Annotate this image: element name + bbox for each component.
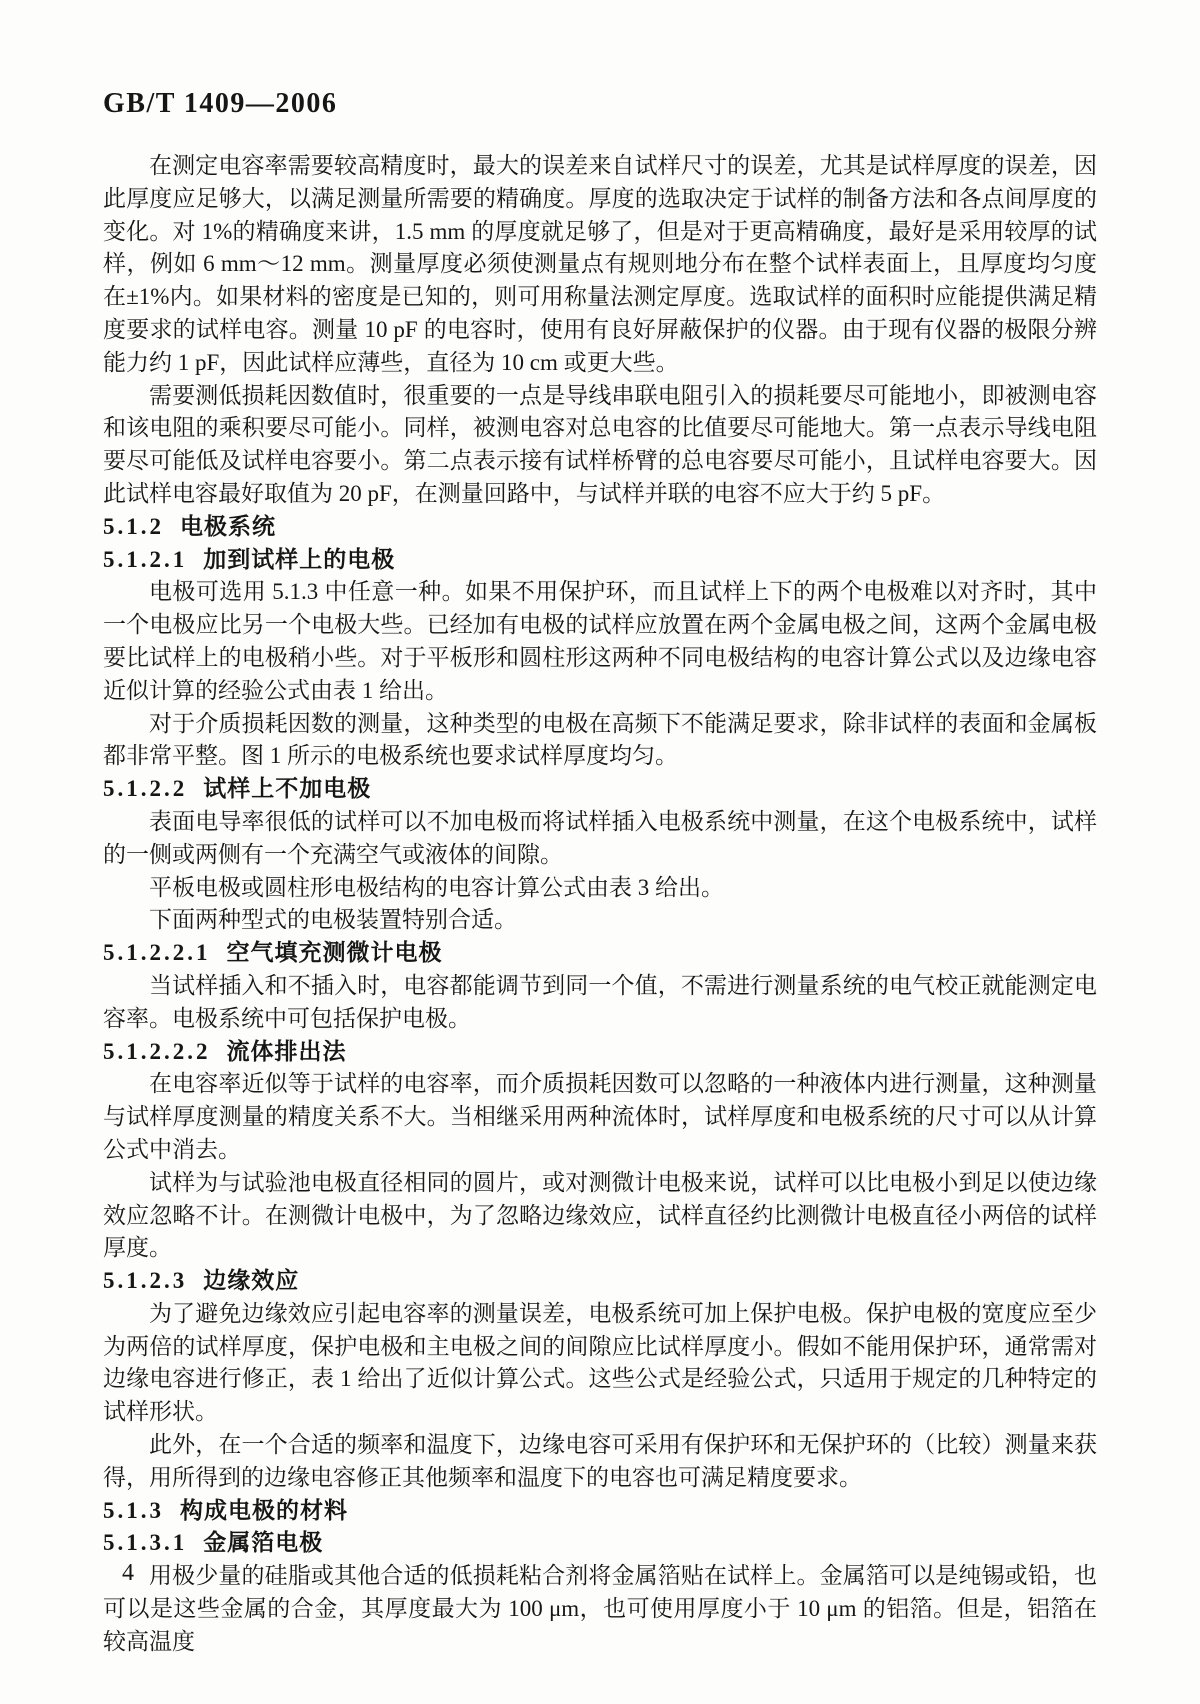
section-number: 5.1.3.1 — [103, 1530, 188, 1556]
section-title: 边缘效应 — [203, 1268, 300, 1294]
section-heading — [103, 937, 1097, 970]
section-title: 空气填充测微计电极 — [226, 940, 443, 966]
section-heading — [103, 544, 1097, 577]
section-title: 构成电极的材料 — [180, 1497, 348, 1523]
section-title: 流体排出法 — [226, 1038, 347, 1064]
section-title: 试样上不加电极 — [203, 776, 372, 802]
section-heading — [103, 1527, 1097, 1560]
paragraph: 需要测低损耗因数值时，很重要的一点是导线串联电阻引入的损耗要尽可能地小，即被测电容和该电阻的乘积要尽可能小。同样，被测电容对总电容的比值要尽可能地大。第一点表示导线电阻要尽可能低及试样电容要小。第二点表示接有试样桥臂的总电容要尽可能小，且试样电容要大。因此试样电容最好取值为 20 pF，在测量回路中，与试样并联的电容不应大于约 5 pF。 — [103, 382, 1097, 506]
section-number: 5.1.3 — [103, 1497, 164, 1523]
section-title: 金属箔电极 — [203, 1530, 324, 1556]
paragraph: 当试样插入和不插入时，电容都能调节到同一个值，不需进行测量系统的电气校正就能测定电容率。电极系统中可包括保护电极。 — [103, 972, 1097, 1031]
paragraph: 在测定电容率需要较高精度时，最大的误差来自试样尺寸的误差，尤其是试样厚度的误差，因此厚度应足够大，以满足测量所需要的精确度。厚度的选取决定于试样的制备方法和各点间厚度的变化。对 1%的精确度来讲，1.5 mm 的厚度就足够了，但是对于更高精确度，最好是采用较厚的试样，例如 6 mm～12 mm。测量厚度必须使测量点有规则地分布在整个试样表面上，且厚度均匀度在±1%内。如果材料的密度是已知的，则可用称量法测定厚度。选取试样的面积时应能提供满足精度要求的试样电容。测量 10 pF 的电容时，使用有良好屏蔽保护的仪器。由于现有仪器的极限分辨能力约 1 pF，因此试样应薄些，直径为 10 cm 或更大些。 — [103, 153, 1097, 375]
paragraph: 试样为与试验池电极直径相同的圆片，或对测微计电极来说，试样可以比电极小到足以使边缘效应忽略不计。在测微计电极中，为了忽略边缘效应，试样直径约比测微计电极直径小两倍的试样厚度。 — [103, 1169, 1097, 1261]
section-heading — [103, 1495, 1097, 1528]
section-heading — [103, 1265, 1097, 1298]
paragraph: 下面两种型式的电极装置特别合适。 — [149, 907, 517, 933]
paragraph: 用极少量的硅脂或其他合适的低损耗粘合剂将金属箔贴在试样上。金属箔可以是纯锡或铅，也可以是这些金属的合金，其厚度最大为 100 μm，也可使用厚度小于 10 μm 的铝箔。但是，铝箔在较高温度 — [103, 1563, 1097, 1654]
section-heading — [103, 511, 1097, 544]
page-number: 4 — [122, 1560, 134, 1586]
section-title: 加到试样上的电极 — [203, 546, 396, 572]
paragraph: 为了避免边缘效应引起电容率的测量误差，电极系统可加上保护电极。保护电极的宽度应至少为两倍的试样厚度，保护电极和主电极之间的间隙应比试样厚度小。假如不能用保护环，通常需对边缘电容进行修正，表 1 给出了近似计算公式。这些公式是经验公式，只适用于规定的几种特定的试样形状。 — [103, 1300, 1097, 1425]
section-heading — [103, 773, 1097, 806]
section-number: 5.1.2.2.2 — [103, 1038, 211, 1064]
paragraph: 表面电导率很低的试样可以不加电极而将试样插入电极系统中测量，在这个电极系统中，试样的一侧或两侧有一个充满空气或液体的间隙。 — [103, 808, 1097, 867]
standard-number: GB/T 1409—2006 — [103, 88, 338, 119]
section-title: 电极系统 — [180, 513, 276, 539]
section-number: 5.1.2.3 — [103, 1268, 188, 1294]
paragraph: 电极可选用 5.1.3 中任意一种。如果不用保护环，而且试样上下的两个电极难以对齐时，其中一个电极应比另一个电极大些。已经加有电极的试样应放置在两个金属电极之间，这两个金属电极要比试样上的电极稍小些。对于平板形和圆柱形这两种不同电极结构的电容计算公式以及边缘电容近似计算的经验公式由表 1 给出。 — [103, 579, 1097, 703]
paragraph: 此外，在一个合适的频率和温度下，边缘电容可采用有保护环和无保护环的（比较）测量来获得，用所得到的边缘电容修正其他频率和温度下的电容也可满足精度要求。 — [103, 1432, 1097, 1490]
paragraph: 平板电极或圆柱形电极结构的电容计算公式由表 3 给出。 — [149, 874, 724, 900]
section-number: 5.1.2.2.1 — [103, 940, 211, 966]
paragraph: 在电容率近似等于试样的电容率，而介质损耗因数可以忽略的一种液体内进行测量，这种测量与试样厚度测量的精度关系不大。当相继采用两种流体时，试样厚度和电极系统的尺寸可以从计算公式中消去。 — [103, 1071, 1097, 1162]
section-heading — [103, 1036, 1097, 1069]
section-number: 5.1.2.2 — [103, 776, 188, 802]
page-body — [103, 150, 1097, 1659]
section-number: 5.1.2.1 — [103, 546, 188, 572]
section-number: 5.1.2 — [103, 513, 164, 539]
paragraph: 对于介质损耗因数的测量，这种类型的电极在高频下不能满足要求，除非试样的表面和金属板都非常平整。图 1 所示的电极系统也要求试样厚度均匀。 — [103, 710, 1097, 769]
